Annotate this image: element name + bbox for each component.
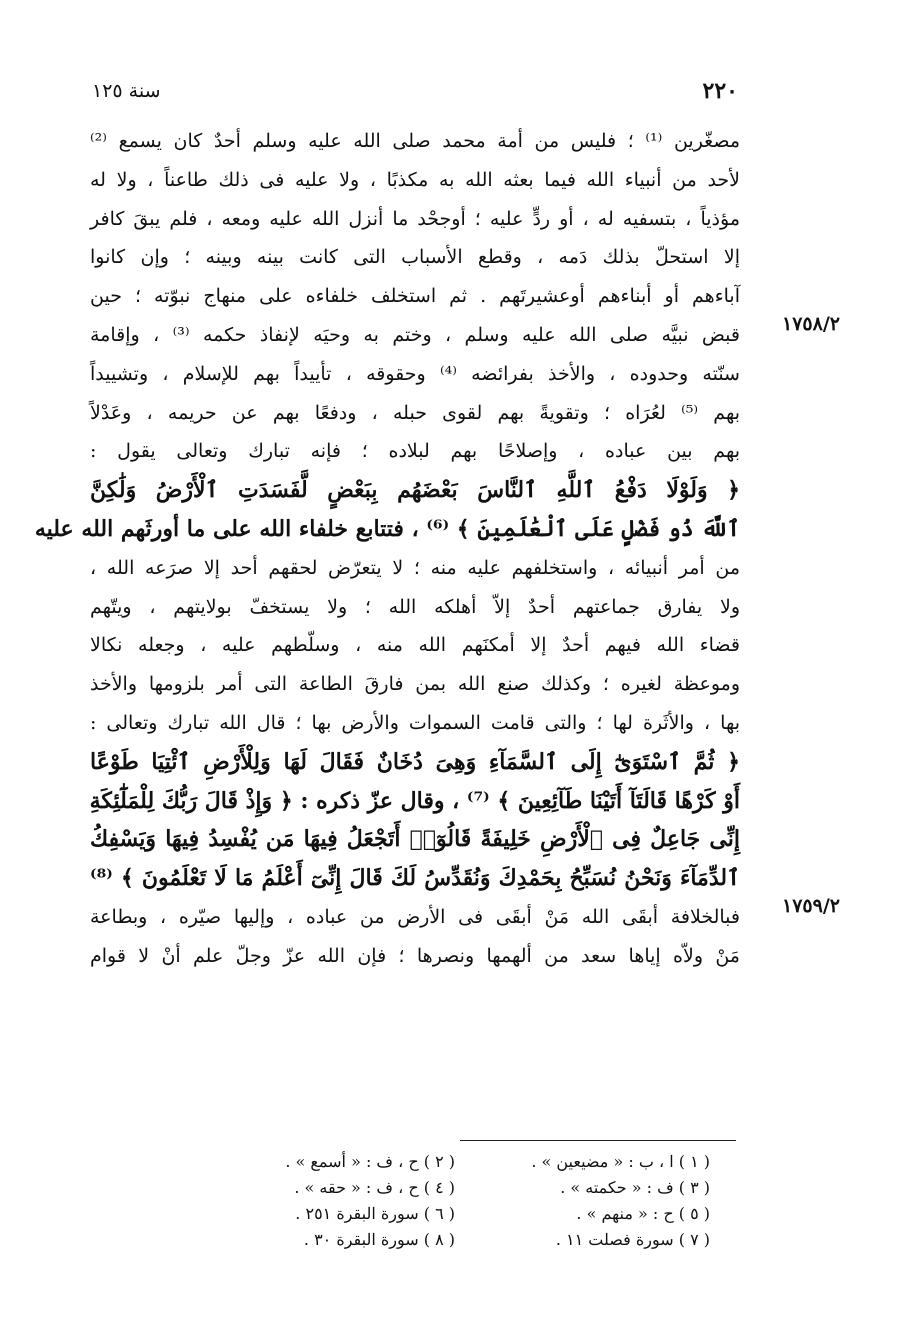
quran-verse-line: ﴿ وَلَوْلَا دَفْعُ ٱللَّهِ ٱلنَّاسَ بَعْضَهُم بِبَعْضٍ لَّفَسَدَتِ ٱلْأَرْضُ وَلَٰكِنَّ bbox=[90, 477, 740, 504]
footnote-item: ( ٤ ) ح ، ف : « حقه » . bbox=[294, 1178, 455, 1197]
footnote-item: ( ٦ ) سورة البقرة ٢٥١ . bbox=[295, 1204, 455, 1223]
footnote-item: ( ٥ ) ح : « منهم » . bbox=[576, 1204, 710, 1223]
margin-reference-1759: ١٧٥٩/٢ bbox=[782, 895, 840, 917]
quran-verse-line: ﴿ ثُمَّ ٱسْتَوَىٰٓ إِلَى ٱلسَّمَآءِ وَهِىَ دُخَانٌ فَقَالَ لَهَا وَلِلْأَرْضِ ٱئْتِيَا طَوْعًا bbox=[90, 748, 740, 775]
text-line: فبالخلافة أبقَى الله مَنْ أبقَى فى الأرض من عباده ، وإليها صيّره ، وبطاعة bbox=[90, 905, 740, 928]
main-text bbox=[34, 122, 740, 976]
text-line: مؤذياً ، بتسفيه له ، أو ردٍّ عليه ؛ أوجحْد ما أنزل الله عليه ومعه ، فلم يبقَ كافر bbox=[90, 207, 740, 230]
footnote-item: ( ٨ ) سورة البقرة ٣٠ . bbox=[303, 1230, 455, 1249]
text-line: لأحد من أنبياء الله فيما بعثه الله به مكذبًا ، ولا عليه فى ذلك طاعناً ، ولا له bbox=[90, 168, 740, 191]
footnotes bbox=[200, 1150, 710, 1252]
footnote-item: ( ٢ ) ح ، ف : « أسمع » . bbox=[285, 1152, 455, 1171]
quran-verse-line: إِنِّى جَاعِلٌ فِى ٱلْأَرْضِ خَلِيفَةً قَالُوٓا۟ أَتَجْعَلُ فِيهَا مَن يُفْسِدُ فِيهَا وَيَسْفِكُ bbox=[90, 826, 740, 853]
quran-verse-line: ٱللَّهَ ذُو فَضْلٍ عَلَى ٱلْعَٰلَمِينَ ﴾ ⁽⁶⁾ ، فتتابع خلفاء الله على ما أورثَهم الله عليه bbox=[34, 515, 740, 542]
footnote-item: ( ٣ ) ف : « حكمته » . bbox=[560, 1178, 710, 1197]
text-line: وموعظة لغيره ؛ وكذلك صنع الله بمن فارقَ الطاعة التى أمر بلزومها والأخذ bbox=[90, 673, 740, 696]
footnote-item: ( ١ ) ا ، ب : « مضيعين » . bbox=[531, 1152, 710, 1171]
text-line: قبض نبيَّه صلى الله عليه وسلم ، وختم به وحيَه لإنفاذ حكمه ⁽³⁾ ، وإقامة bbox=[90, 323, 740, 346]
text-line: بها ، والأثَرة لها ؛ والتى قامت السموات والأرض بها ؛ قال الله تبارك وتعالى : bbox=[90, 711, 740, 734]
text-line: مصغّرين ⁽¹⁾ ؛ فليس من أمة محمد صلى الله عليه وسلم أحدٌ كان يسمع ⁽²⁾ bbox=[90, 130, 740, 152]
text-line: قضاء الله فيهم أحدٌ إلا أمكنَهم الله منه ، وسلّطهم عليه ، وجعله نكالا bbox=[90, 634, 740, 657]
quran-verse-line: ٱلدِّمَآءَ وَنَحْنُ نُسَبِّحُ بِحَمْدِكَ وَنُقَدِّسُ لَكَ قَالَ إِنِّىٓ أَعْلَمُ مَا لَا تَعْلَمُونَ ﴾ ⁽⁸⁾ bbox=[90, 865, 740, 892]
page-number: ٢٢٠ bbox=[702, 78, 738, 104]
page-header bbox=[92, 78, 738, 110]
footnote-item: ( ٧ ) سورة فصلت ١١ . bbox=[555, 1230, 710, 1249]
text-line: بهم بين عباده ، وإصلاحًا بهم لبلاده ؛ فإنه تبارك وتعالى يقول : bbox=[90, 440, 740, 463]
running-head-year: سنة ١٢٥ bbox=[92, 80, 161, 102]
margin-reference-1758: ١٧٥٨/٢ bbox=[782, 313, 840, 335]
text-line: آباءهم أو أبناءهم أوعشيرتَهم . ثم استخلف خلفاءه على منهاج نبوّته ؛ حين bbox=[90, 285, 740, 308]
quran-verse-line: أَوْ كَرْهًا قَالَتَآ أَتَيْنَا طَآئِعِينَ ﴾ ⁽⁷⁾ ، وقال عزّ ذكره : ﴿ وَإِذْ قَالَ رَبُّكَ لِلْمَلَٰٓئِكَةِ bbox=[89, 787, 740, 814]
text-line: مَنْ ولاّه إياها سعد من ألهمها ونصرها ؛ فإن الله عزّ وجلّ علم أنْ لا قوام bbox=[90, 944, 740, 967]
text-line: ولا يفارق جماعتهم أحدٌ إلاّ أهلكه الله ؛ ولا يستخفّ بولايتهم ، ويتّهم bbox=[90, 595, 740, 618]
text-line: من أمر أنبيائه ، واستخلفهم عليه منه ؛ لا يتعرّض لحقهم أحد إلا صرَعه الله ، bbox=[90, 556, 740, 579]
text-line: إلا استحلّ بذلك دَمه ، وقطع الأسباب التى كانت بينه وبينه ؛ وإن كانوا bbox=[90, 246, 740, 269]
text-line: بهم ⁽⁵⁾ لعُرَاه ؛ وتقويةً بهم لقوى حبله ، ودفعًا بهم عن حريمه ، وعَدْلاً bbox=[90, 401, 740, 424]
text-line: سنّته وحدوده ، والأخذ بفرائضه ⁽⁴⁾ وحقوقه ، تأييداً بهم للإسلام ، وتشييداً bbox=[90, 362, 740, 385]
footnote-divider bbox=[460, 1140, 736, 1141]
